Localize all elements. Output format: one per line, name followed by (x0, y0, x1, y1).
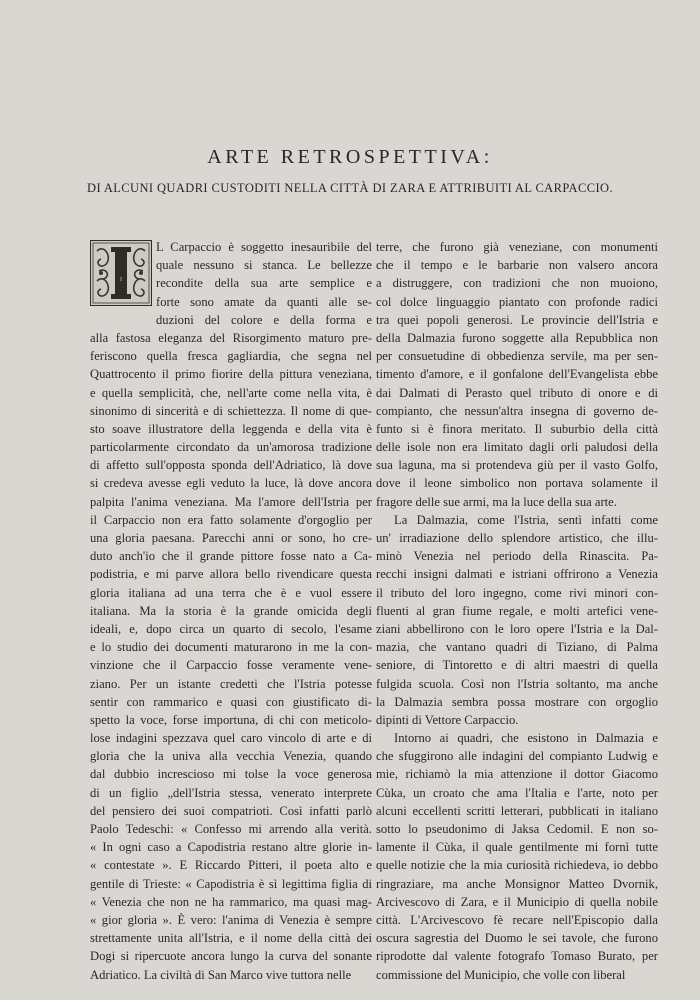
text-line: recondite della sua arte semplice e (156, 276, 372, 291)
article-subtitle: DI ALCUNI QUADRI CUSTODITI NELLA CITTÀ DI ZARA E ATTRIBUITI AL CARPACCIO. (87, 181, 613, 195)
text-line: che sfuggirono alle indagini del compianto Ludwig e (376, 749, 658, 764)
text-line: di un figlio „dell'Istria stessa, venerato interprete (90, 785, 372, 800)
text-line: recchi insigni dalmati e istriani offrirono a Venezia (376, 567, 658, 582)
text-line: mie, richiamò la mia attenzione il dottor Giacomo (376, 767, 658, 782)
text-line: il tributo del loro ingegno, come rivi minori con- (376, 585, 658, 600)
text-line: ziani abbellirono con le loro opere l'Istria e la Dal- (376, 621, 658, 636)
text-line: il Carpaccio non era fatto solamente d'orgoglio per (90, 512, 372, 527)
text-line: forte sono amate da quanti alle se- (156, 294, 372, 309)
text-line: mazia, che vantano quadri di Tiziano, di Palma (376, 640, 658, 655)
drop-letter: I (120, 277, 122, 283)
text-line: duzioni del colore e della forma e (156, 312, 372, 327)
text-line: sinonimo di sincerità e di schiettezza. Il nome di que- (90, 403, 372, 418)
text-line: timento d'amore, e il gonfalone dell'Evangelista ebbe (376, 367, 658, 382)
text-line: Arcivescovo di Zara, e il Municipio di quella nobile (376, 894, 658, 909)
text-line: lose indagini spezzava quel caro vincolo di arte e di (90, 731, 372, 746)
text-line: la Dalmazia sembra possa mostrare con orgoglio (376, 694, 658, 709)
text-line: feriscono quella fresca gagliardia, che segna nel (90, 349, 372, 364)
text-line: Adriatico. La civiltà di San Marco vive tuttora nelle (90, 967, 352, 982)
text-line: sto soave illustratore della leggenda e della vita è (90, 421, 372, 436)
text-line: gloria che la univa alla vecchia Venezia, quando (90, 749, 372, 764)
text-line: duto anch'io che il grande pittore fosse nato a Ca- (90, 549, 372, 564)
text-line: strettamente unita all'Istria, e il nome della città dei (90, 931, 372, 946)
text-line: dai Dalmati di Perasto quel tributo di onore e di (376, 385, 658, 400)
text-line: ziano. Per un istante credetti che l'Istria potesse (90, 676, 372, 691)
text-line: spetto la voce, forse importuna, di chi con meticolo- (90, 712, 372, 727)
text-line: un' irradiazione dello splendore artistico, che illu- (376, 531, 658, 545)
text-line: L Carpaccio è soggetto inesauribile del (156, 240, 372, 254)
text-line: gentile di Trieste: « Capodistria è sì legittima figlia di (90, 876, 372, 891)
text-line: podistria, e mi parve allora bello rivendicare questa (90, 567, 372, 582)
text-line: La Dalmazia, come l'Istria, sentì infatti come (394, 512, 658, 527)
article-title: ARTE RETROSPETTIVA: (207, 146, 493, 168)
text-line: Dogi si ripercuote ancora lungo la curva del sonante (90, 949, 372, 964)
text-line: sentir con rammarico e quasi con giustificato di- (90, 694, 372, 709)
text-line: a distruggere, con tradizioni che non muoiono, (376, 276, 658, 291)
text-line: italiana. Ma la storia è la grande omicida degli (90, 603, 372, 618)
text-line: di affetto sull'opposta sponda dell'Adriatico, là dove (90, 458, 372, 473)
text-line: quale nessuno si stanca. Le bellezze (156, 258, 372, 273)
text-line: oscura sagrestia del Duomo le sei tavole, che furono (376, 931, 658, 946)
text-line: « In ogni caso a Capodistria restano altre glorie in- (90, 840, 372, 855)
text-column-left (90, 238, 372, 984)
text-line: per consuetudine di obbedienza servile, ma per sen- (376, 349, 658, 364)
text-line: fluenti al gran fiume regale, e molti artefici vene- (376, 603, 658, 618)
text-line: particolarmente circondato da un'amorosa tradizione (90, 440, 372, 455)
text-line: alla fastosa eleganza del Risorgimento maturo pre- (90, 330, 372, 345)
text-line: lamente il Cùka, il quale gentilmente mi fornì tutte (376, 840, 658, 855)
text-line: alcuni eccellenti scritti letterari, pubblicati in italiano (376, 803, 658, 818)
text-line: vinzione che il Carpaccio fosse veramente vene- (90, 658, 372, 673)
text-line: seniore, di Tintoretto e di altri maestri di quella (376, 658, 658, 673)
text-line: fulgida scuola. Così non l'Istria soltanto, ma anche (376, 676, 658, 691)
text-line: del pensiero dei suoi compatrioti. Così infatti parlò (90, 803, 372, 818)
text-line: « contestate ». E Riccardo Pitteri, il poeta alto e (90, 858, 372, 873)
text-column-right (376, 238, 658, 984)
text-line: sotto lo pseudonimo di Jaksa Cedomil. E non so- (376, 822, 658, 836)
text-line: fragore delle sue armi, ma la luce della sua arte. (376, 494, 617, 509)
text-line: Intorno ai quadri, che esistono in Dalmazia e (394, 731, 658, 746)
text-line: dipinti di Vettore Carpaccio. (376, 712, 519, 727)
text-line: « Venezia che non ne ha rammarico, ma quasi mag- (90, 894, 372, 909)
text-line: Quattrocento il primo fiorire della pittura veneziana, (90, 367, 372, 382)
text-line: della Dalmazia furono soggette alla Repubblica non (376, 330, 658, 345)
text-line: gloria italiana ad una terra che è e vuol essere (90, 585, 372, 600)
text-line: compianto, che nessun'altra insegna di governo de- (376, 403, 658, 418)
text-line: funto si è finora meritato. Il suburbio della città (376, 421, 658, 436)
text-line: quelle notizie che la mia curiosità richiedeva, io debbo (376, 858, 658, 873)
text-line: e lo studio dei documenti maturarono in me la con- (90, 640, 372, 655)
text-line: si credeva avesse egli veduto la luce, là dove ancora (90, 476, 372, 491)
text-line: palpita l'anima veneziana. Ma l'amore dell'Istria per (90, 494, 372, 509)
text-line: ideali, e, dopo circa un quarto di secolo, l'esame (90, 621, 372, 636)
text-line: dove il leone simbolico non portava solamente il (376, 476, 658, 491)
text-line: dal dubbio increscioso mi tolse la voce generosa (90, 767, 372, 782)
text-line: e quella semplicità, che, nell'arte come nella vita, è (90, 385, 372, 400)
text-line: commissione del Municipio, che volle con liberal (376, 967, 626, 982)
text-line: « gior gloria ». È vero: l'anima di Venezia è sempre (90, 912, 372, 927)
text-line: sua laguna, ma si protendeva giù per il vasto Golfo, (376, 458, 658, 473)
text-line: minò Venezia nel periodo della Rinascita. Pa- (376, 549, 658, 564)
text-line: ringraziare, ma anche Monsignor Matteo Dvornik, (376, 876, 658, 891)
text-line: città. L'Arcivescovo fè recare nell'Episcopio dalla (376, 912, 658, 927)
text-line: Cùka, un croato che ama l'Italia e l'arte, noto per (376, 785, 658, 800)
text-line: riprodotte dal valente fotografo Tomaso Burato, per (376, 949, 658, 964)
text-line: delle isole non era limitato dagli orli paludosi della (376, 440, 658, 455)
text-line: una gloria paesana. Parecchi anni or sono, ho cre- (90, 531, 372, 545)
text-line: Paolo Tedeschi: « Confesso mi arrendo alla verità. (90, 822, 372, 836)
text-line: col dolce linguaggio piantato con profonde radici (376, 294, 658, 309)
text-line: terre, che furono già veneziane, con monumenti (376, 240, 658, 254)
text-line: tra quei popoli generosi. Le provincie dell'Istria e (376, 312, 658, 327)
text-line: che il tempo e le barbarie non valsero ancora (376, 258, 658, 273)
